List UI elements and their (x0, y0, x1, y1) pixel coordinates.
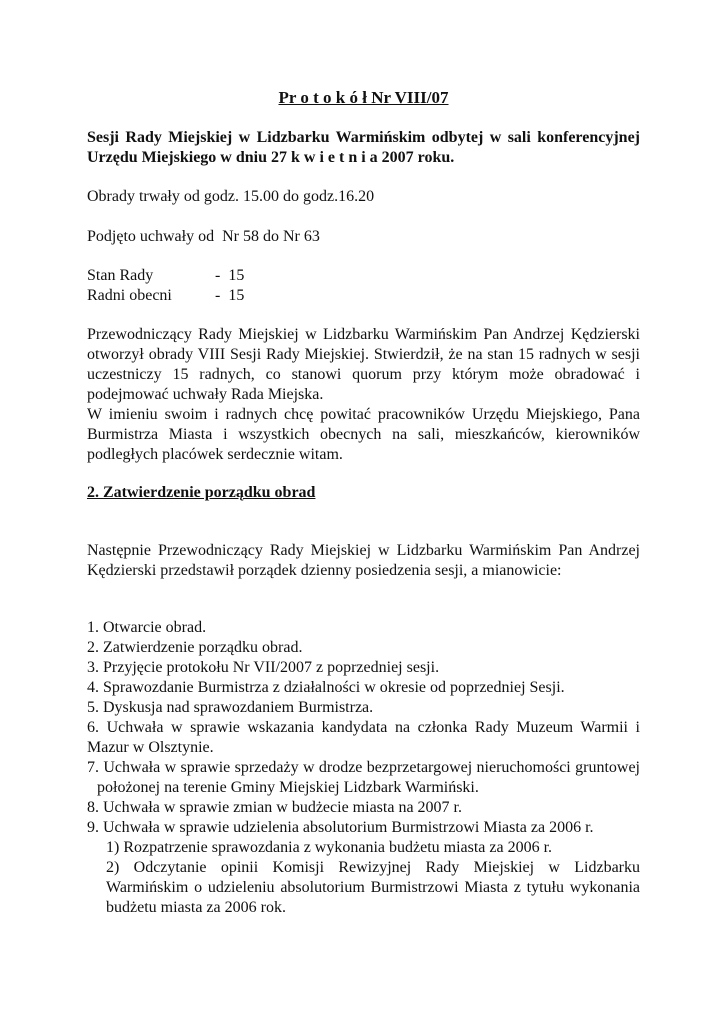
stat-row-council (87, 266, 244, 286)
agenda-item: 1. Otwarcie obrad. (87, 619, 207, 636)
agenda-intro: Następnie Przewodniczący Rady Miejskiej w Lidzbarku Warmińskim Pan Andrzej Kędzierski przedstawił porządek dzienny posiedzenia sesji, a mianowicie: (87, 542, 640, 579)
agenda-item: 6. Uchwała w sprawie wskazania kandydata na członka Rady Muzeum Warmii i Mazur w Olsztynie. (87, 719, 640, 756)
agenda-subitem: 2) Odczytanie opinii Komisji Rewizyjnej Rady Miejskiej w Lidzbarku Warmińskim o udzieleniu absolutorium Burmistrzowi Miasta z tytułu wykonania budżetu miasta za 2006 rok. (106, 859, 640, 916)
agenda-subitem: 1) Rozpatrzenie sprawozdania z wykonania budżetu miasta za 2006 r. (106, 839, 553, 856)
agenda-item: 7. Uchwała w sprawie sprzedaży w drodze bezprzetargowej nieruchomości gruntowej położonej na terenie Gminy Miejskiej Lidzbark Warmiński. (87, 759, 640, 796)
resolutions-range: Podjęto uchwały od Nr 58 do Nr 63 (87, 228, 320, 245)
stat-value: - 15 (215, 267, 245, 284)
stat-label: Radni obecni (87, 287, 172, 304)
agenda-item: 2. Zatwierdzenie porządku obrad. (87, 639, 303, 656)
agenda-list (87, 618, 640, 918)
section-heading: 2. Zatwierdzenie porządku obrad (87, 484, 316, 501)
welcome-paragraph: W imieniu swoim i radnych chcę powitać pracowników Urzędu Miejskiego, Pana Burmistrza Miasta i wszystkich obecnych na sali, mieszkańców, kierowników podległych placówek serdecznie witam. (87, 406, 640, 463)
agenda-item: 3. Przyjęcie protokołu Nr VII/2007 z poprzedniej sesji. (87, 659, 440, 676)
opening-paragraph: Przewodniczący Rady Miejskiej w Lidzbarku Warmińskim Pan Andrzej Kędzierski otworzył obrady VIII Sesji Rady Miejskiej. Stwierdził, że na stan 15 radnych w sesji uczestniczy 15 radnych, co stanowi quorum przy którym może obradować i podejmować uchwały Rada Miejska. (87, 326, 640, 403)
stat-value: - 15 (215, 287, 245, 304)
stat-label: Stan Rady (87, 267, 154, 284)
session-time: Obrady trwały od godz. 15.00 do godz.16.20 (87, 188, 375, 205)
session-subtitle: Sesji Rady Miejskiej w Lidzbarku Warmińskim odbytej w sali konferencyjnej Urzędu Miejskiego w dniu 27 k w i e t n i a 2007 roku. (87, 129, 640, 166)
agenda-item: 5. Dyskusja nad sprawozdaniem Burmistrza. (87, 699, 374, 716)
agenda-item: 9. Uchwała w sprawie udzielenia absolutorium Burmistrzowi Miasta za 2006 r. (87, 819, 594, 836)
stat-row-present (87, 286, 244, 306)
agenda-item: 8. Uchwała w sprawie zmian w budżecie miasta na 2007 r. (87, 799, 462, 816)
agenda-item: 4. Sprawozdanie Burmistrza z działalności w okresie od poprzedniej Sesji. (87, 679, 565, 696)
page-title: Pr o t o k ó ł Nr VIII/07 (278, 88, 449, 107)
